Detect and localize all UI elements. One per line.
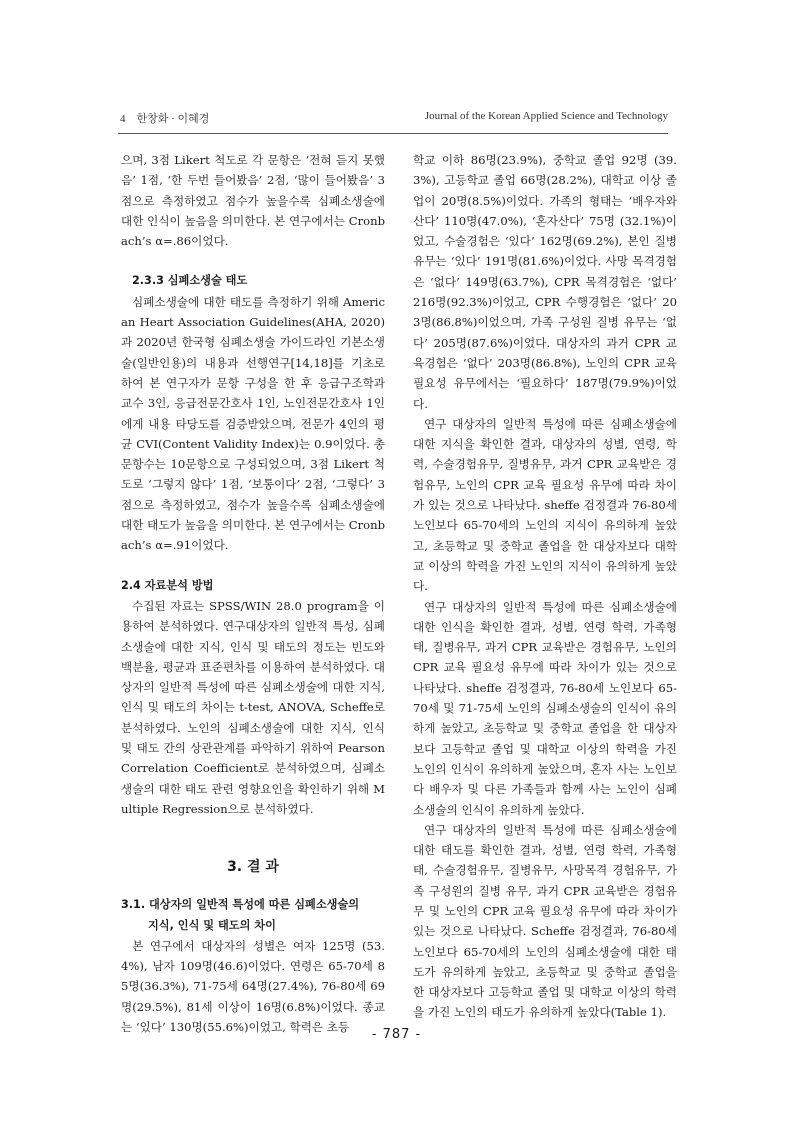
left-column xyxy=(121,150,385,1037)
right-column xyxy=(413,150,677,1023)
heading-3-1-line1: 3.1. 대상자의 일반적 특성에 따른 심폐소생술의 xyxy=(121,898,360,912)
paragraph-demographics: 학교 이하 86명(23.9%), 중학교 졸업 92명 (39.3%), 고등학교 졸업 66명(28.2%), 대학교 이상 졸업이 20명(8.5%)이었다. 가족의 형태는 ‘배우자와 산다’ 110명(47.0%), ‘혼자산다’ 75명 (32.1%)이었고, 수술경험은 ‘있다’ 162명(69.2%), 본인 질병유무는 ‘있다’ 191명(81.6%)이었다. 사망 목격경험은 ‘없다’ 149명(63.7%), CPR 목격경험은 ‘없다’ 216명(92.3%)이었고, CPR 수행경험은 ‘없다’ 203명(86.8%)이었으며, 가족 구성원 질병 유무는 ‘없다’ 205명(87.6%)이었다. 대상자의 과거 CPR 교육경험은 ‘없다’ 203명(86.8%), 노인의 CPR 교육 필요성 유무에서는 ‘필요하다’ 187명(79.9%)이었다. xyxy=(413,153,677,411)
paragraph-2-4: 수집된 자료는 SPSS/WIN 28.0 program을 이용하여 분석하였다. 연구대상자의 일반적 특성, 심폐소생술에 대한 지식, 인식 및 태도의 정도는 빈도와 백분율, 평균과 표준편차를 이용하여 분석하였다. 대상자의 일반적 특성에 따른 심폐소생술에 대한 지식, 인식 및 태도의 차이는 t-test, ANOVA, Scheffe로 분석하였다. 노인의 심폐소생술에 대한 지식, 인식 및 태도 간의 상관관계를 파악하기 위하여 Pearson Correlation Coefficient로 분석하였으며, 심폐소생술의 대한 태도 관련 영향요인을 확인하기 위해 Multiple Regression으로 분석하였다. xyxy=(121,598,385,816)
paragraph-attitude: 연구 대상자의 일반적 특성에 따른 심폐소생술에 대한 태도를 확인한 결과, 성별, 연령 학력, 가족형태, 수술경험유무, 질병유무, 사망목격 경험유무, 가족 구성원의 질병 유무, 과거 CPR 교육받은 경험유무 및 노인의 CPR 교육 필요성 유무에 따라 차이가 있는 것으로 나타났다. Scheffe 검정결과, 76-80세 노인보다 65-70세의 노인의 심폐소생술에 대한 태도가 유의하게 높았고, 초등학교 및 중학교 졸업을 한 대상자보다 고등학교 졸업 및 대학교 이상의 학력을 가진 노인의 태도가 유의하게 높았다(Table 1). xyxy=(413,822,677,1020)
header-authors: 한창화 · 이혜경 xyxy=(136,113,210,125)
page-footer-number: - 787 - xyxy=(371,1027,422,1042)
paragraph-continued: 으며, 3점 Likert 척도로 각 문항은 ‘전혀 듣지 못했음’ 1점, ‘한 두번 들어봤음’ 2점, ‘많이 들어봤음’ 3점으로 측정하였고 점수가 높을수록 심폐소생술에 대한 인식이 높음을 의미한다. 본 연구에서는 Cronbach’s α=.86이었다. xyxy=(121,153,385,249)
header-rule xyxy=(118,133,668,134)
paragraph-awareness: 연구 대상자의 일반적 특성에 따른 심폐소생술에 대한 인식을 확인한 결과, 성별, 연령 학력, 가족형태, 질병유무, 과거 CPR 교육받은 경험유무, 노인의 CPR 교육 필요성 유무에 따라 차이가 있는 것으로 나타났다. sheffe 검정결과, 76-80세 노인보다 65-70세 및 71-75세 노인의 심폐소생술의 인식이 유의하게 높았고, 초등학교 및 중학교 졸업을 한 대상자보다 고등학교 졸업 및 대학교 이상의 학력을 가진 노인의 인식이 유의하게 높았으며, 혼자 사는 노인보다 배우자 및 다른 가족들과 함께 사는 노인이 심폐소생술의 인식이 유의하게 높았다. xyxy=(413,599,677,817)
running-header xyxy=(0,110,793,128)
paragraph-2-3-3: 심폐소생술에 대한 태도를 측정하기 위해 American Heart Association Guidelines(AHA, 2020)과 2020년 한국형 심폐소생술 가이드라인 기본소생술(일반인용)의 내용과 선행연구[14,18]를 기초로 하여 본 연구자가 문항 구성을 한 후 응급구조학과 교수 3인, 응급전문간호사 1인, 노인전문간호사 1인에게 내용 타당도를 검증받았으며, 전문가 4인의 평균 CVI(Content Validity Index)는 0.9이었다. 총 문항수는 10문항으로 구성되었으며, 3점 Likert 척도로 ‘그렇지 않다’ 1점, ‘보통이다’ 2점, ‘그렇다’ 3점으로 측정하였고, 점수가 높을수록 심폐소생술에 대한 태도가 높음을 의미한다. 본 연구에서는 Cronbach’s α=.91이었다. xyxy=(121,294,385,553)
header-left xyxy=(120,110,209,126)
paragraph-knowledge: 연구 대상자의 일반적 특성에 따른 심폐소생술에 대한 지식을 확인한 결과, 대상자의 성별, 연령, 학력, 수술경험유무, 질병유무, 과거 CPR 교육받은 경험유무, 노인의 CPR 교육 필요성 유무에 따라 차이가 있는 것으로 나타났다. sheffe 검정결과 76-80세 노인보다 65-70세의 노인의 지식이 유의하게 높았고, 초등학교 및 중학교 졸업을 한 대상자보다 대학교 이상의 학력을 가진 노인의 지식이 유의하게 높았다. xyxy=(413,416,677,594)
paragraph-3-1: 본 연구에서 대상자의 성별은 여자 125명 (53.4%), 남자 109명(46.6)이었다. 연령은 65-70세 85명(36.3%), 71-75세 64명(27.4%), 76-80세 69명(29.5%), 81세 이상이 16명(6.8%)이었다. 종교는 ‘있다’ 130명(55.6%)이었고, 학력은 초등 xyxy=(121,938,385,1034)
heading-3-1-line2: 지식, 인식 및 태도의 차이 xyxy=(148,918,276,932)
heading-2-4: 2.4 자료분석 방법 xyxy=(121,578,214,592)
header-journal: Journal of the Korean Applied Science and Technology xyxy=(424,110,668,122)
header-page-number: 4 xyxy=(120,113,126,125)
section-title-results: 3. 결 과 xyxy=(227,859,279,876)
heading-2-3-3: 2.3.3 심폐소생술 태도 xyxy=(132,274,248,288)
heading-3-1 xyxy=(121,895,385,936)
